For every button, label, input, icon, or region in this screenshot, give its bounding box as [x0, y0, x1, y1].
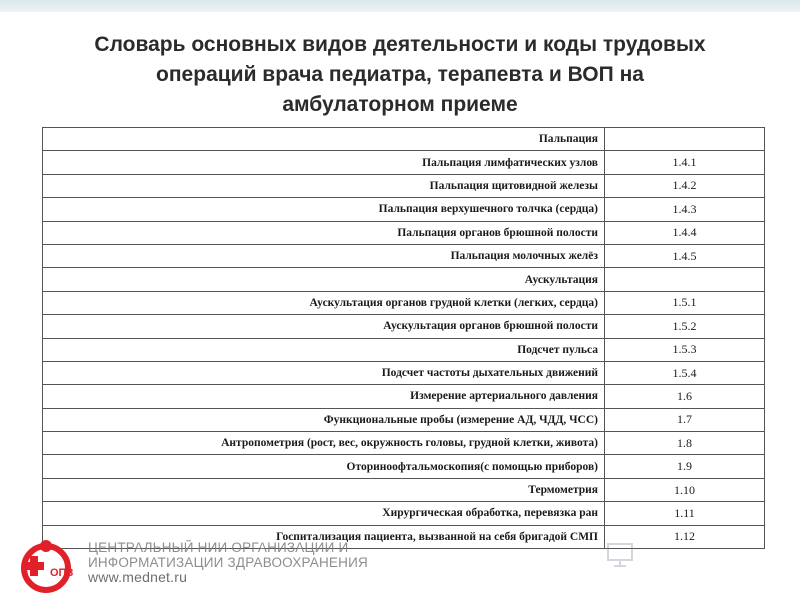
codes-table-body [43, 128, 765, 549]
table-row [43, 198, 765, 221]
operation-code-cell: 1.4.2 [605, 174, 765, 197]
table-row [43, 432, 765, 455]
activity-name-cell: Пальпация лимфатических узлов [43, 151, 605, 174]
codes-table [42, 127, 765, 549]
table-row [43, 174, 765, 197]
activity-name-cell: Аускультация органов грудной клетки (легких, сердца) [43, 291, 605, 314]
activity-name-cell: Пальпация [43, 128, 605, 151]
activity-name-cell: Подсчет частоты дыхательных движений [43, 361, 605, 384]
table-row [43, 408, 765, 431]
top-band [0, 0, 800, 12]
activity-name-cell: Аускультация органов брюшной полости [43, 315, 605, 338]
operation-code-cell: 1.5.2 [605, 315, 765, 338]
operation-code-cell: 1.4.5 [605, 244, 765, 267]
activity-name-cell: Пальпация верхушечного толчка (сердца) [43, 198, 605, 221]
operation-code-cell: 1.9 [605, 455, 765, 478]
logo-text: ОПЗ [50, 567, 74, 579]
activity-name-cell: Оториноофтальмоскопия(с помощью приборов) [43, 455, 605, 478]
table-row [43, 315, 765, 338]
table-row [43, 244, 765, 267]
activity-name-cell: Измерение артериального давления [43, 385, 605, 408]
table-row [43, 455, 765, 478]
operation-code-cell: 1.12 [605, 525, 765, 548]
table-row [43, 221, 765, 244]
table-row [43, 268, 765, 291]
activity-name-cell: Госпитализация пациента, вызванной на себя бригадой СМП [43, 525, 605, 548]
activity-name-cell: Хирургическая обработка, перевязка ран [43, 502, 605, 525]
page-title [40, 30, 760, 120]
operation-code-cell [605, 268, 765, 291]
title-line-2: операций врача педиатра, терапевта и ВОП на [156, 63, 644, 86]
operation-code-cell [605, 128, 765, 151]
table-row [43, 525, 765, 548]
codes-table-container [42, 127, 764, 549]
activity-name-cell: Аускультация [43, 268, 605, 291]
activity-name-cell: Пальпация органов брюшной полости [43, 221, 605, 244]
table-row [43, 385, 765, 408]
operation-code-cell: 1.5.3 [605, 338, 765, 361]
table-row [43, 478, 765, 501]
operation-code-cell: 1.5.1 [605, 291, 765, 314]
operation-code-cell: 1.4.3 [605, 198, 765, 221]
operation-code-cell: 1.5.4 [605, 361, 765, 384]
title-line-3: амбулаторном приеме [282, 93, 518, 116]
operation-code-cell: 1.8 [605, 432, 765, 455]
table-row [43, 291, 765, 314]
org-line-1: ЦЕНТРАЛЬНЫЙ НИИ ОРГАНИЗАЦИИ И [88, 540, 349, 555]
operation-code-cell: 1.11 [605, 502, 765, 525]
operation-code-cell: 1.4.1 [605, 151, 765, 174]
table-row [43, 128, 765, 151]
table-row [43, 502, 765, 525]
activity-name-cell: Функциональные пробы (измерение АД, ЧДД, ЧСС) [43, 408, 605, 431]
table-row [43, 151, 765, 174]
operation-code-cell: 1.6 [605, 385, 765, 408]
operation-code-cell: 1.10 [605, 478, 765, 501]
activity-name-cell: Пальпация молочных желёз [43, 244, 605, 267]
title-line-1: Словарь основных видов деятельности и коды трудовых [94, 33, 706, 56]
operation-code-cell: 1.4.4 [605, 221, 765, 244]
activity-name-cell: Пальпация щитовидной железы [43, 174, 605, 197]
activity-name-cell: Термометрия [43, 478, 605, 501]
table-row [43, 338, 765, 361]
operation-code-cell: 1.7 [605, 408, 765, 431]
activity-name-cell: Подсчет пульса [43, 338, 605, 361]
activity-name-cell: Антропометрия (рост, вес, окружность головы, грудной клетки, живота) [43, 432, 605, 455]
org-line-2: ИНФОРМАТИЗАЦИИ ЗДРАВООХРАНЕНИЯ [88, 555, 368, 570]
table-row [43, 361, 765, 384]
org-url-link[interactable]: www.mednet.ru [88, 569, 188, 585]
